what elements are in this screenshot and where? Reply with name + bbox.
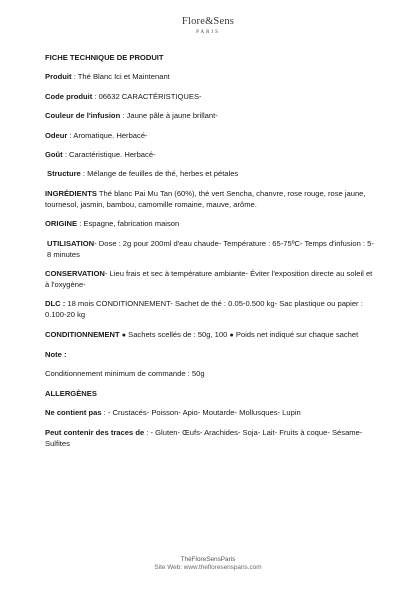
bullet-icon: ●	[229, 331, 234, 339]
commande-line: Conditionnement minimum de commande : 50g	[45, 369, 205, 379]
brand-logo	[0, 16, 416, 36]
logo-city: PARIS	[196, 30, 220, 35]
footer-brand: ThéFloreSensParis	[180, 556, 236, 563]
produit-line: Produit : Thé Blanc Ici et Maintenant	[45, 72, 170, 82]
ingredients-line: INGRÉDIENTS Thé blanc Pai Mu Tan (60%), thé vert Sencha, chanvre, rose rouge, rose jaune, tournesol, jasmin, bambou, camomille romaine, mauve, arôme.	[45, 188, 366, 209]
dlc-line: DLC : 18 mois CONDITIONNEMENT- Sachet de thé : 0.05-0.500 kg- Sac plastique ou papier : 0.100-20 kg	[45, 299, 363, 320]
utilisation-line: UTILISATION- Dose : 2g pour 200ml d'eau chaude- Température : 65-75ºC- Temps d'infusion : 5-8 minutes	[47, 238, 374, 259]
origine-line: ORIGINE : Espagne, fabrication maison	[45, 219, 180, 229]
conservation-line: CONSERVATION- Lieu frais et sec à température ambiante- Éviter l'exposition directe au soleil et à l'oxygène-	[45, 268, 373, 289]
page-footer	[0, 556, 416, 573]
footer-website-link[interactable]: Site Web: www.thefloresensparis.com	[154, 564, 262, 572]
structure-line: Structure : Mélange de feuilles de thé, herbes et pétales	[47, 169, 239, 179]
conditionnement-line: CONDITIONNEMENT ● Sachets scellés de : 50g, 100 ● Poids net indiqué sur chaque sachet	[45, 329, 359, 339]
ne-contient-line: Ne contient pas : - Crustacés- Poisson- Apio- Moutarde- Mollusques- Lupin	[45, 408, 301, 418]
logo-name: Flore&Sens	[181, 16, 235, 27]
code-line: Code produit : 06632 CARACTÉRISTIQUES-	[45, 91, 202, 101]
gout-line: Goût : Caractéristique. Herbacé-	[45, 149, 156, 159]
note-line: Note :	[45, 350, 67, 360]
allergenes-heading: ALLERGÈNES	[45, 388, 97, 398]
odeur-line: Odeur : Aromatique. Herbacé-	[45, 130, 148, 140]
product-sheet	[45, 52, 375, 457]
traces-line: Peut contenir des traces de : - Gluten- Œufs- Arachides- Soja- Lait- Fruits à coque- Sésame- Sulfites	[45, 427, 363, 448]
sheet-heading: FICHE TECHNIQUE DE PRODUIT	[45, 53, 164, 62]
couleur-line: Couleur de l'infusion : Jaune pâle à jaune brillant-	[45, 111, 218, 121]
bullet-icon: ●	[121, 331, 127, 339]
